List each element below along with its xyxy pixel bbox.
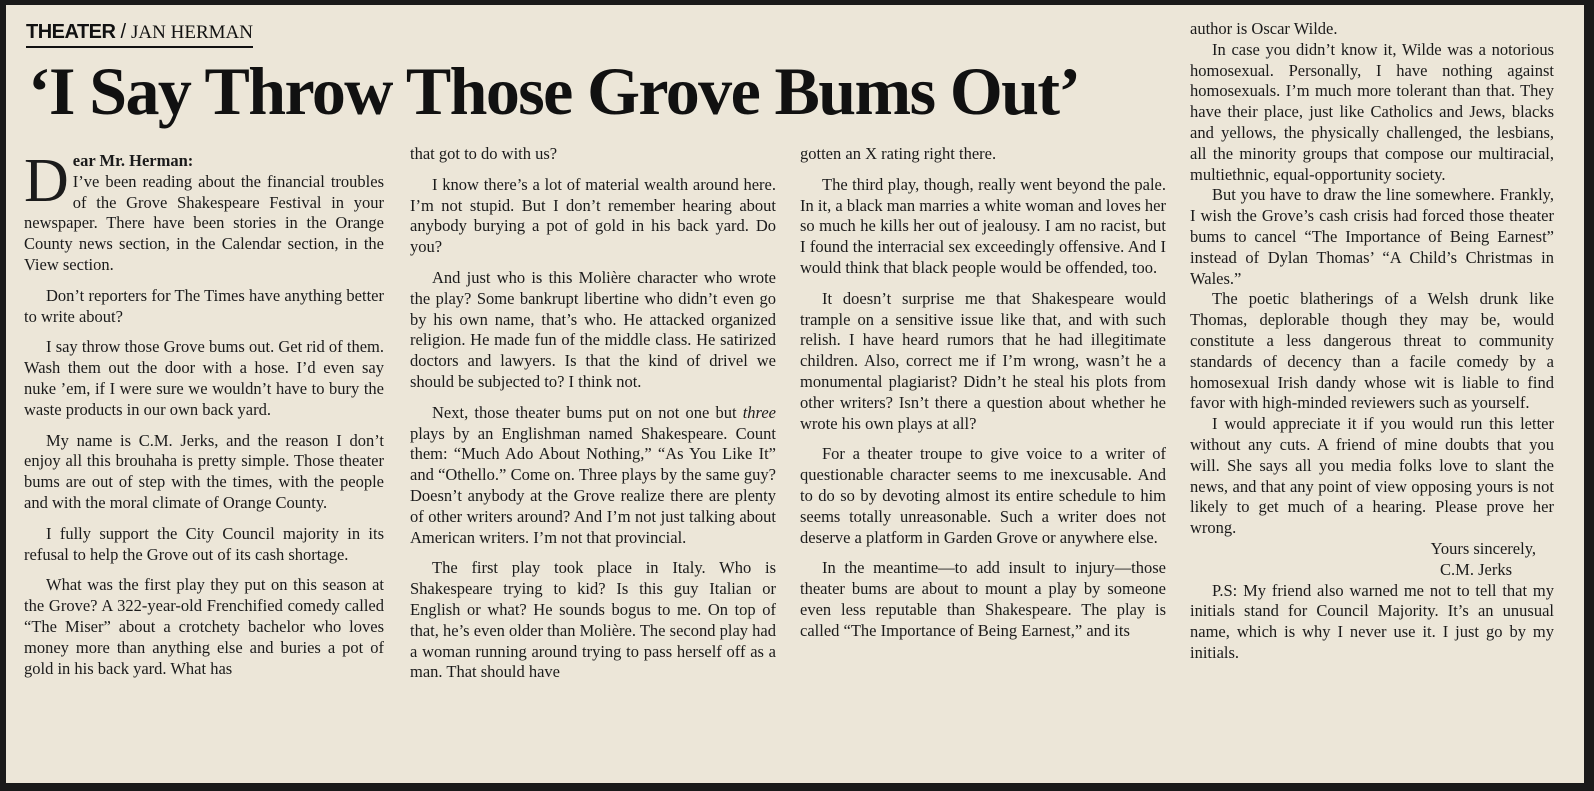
paragraph: And just who is this Molière character who wrote the play? Some bankrupt libertine who didn’t even go by his own name, that’s who. He attacked organized religion. He made fun of the middle class. He satirized doctors and lawyers. Is that the kind of drivel we should be subjected to? I think not.: [410, 267, 776, 391]
paragraph: The first play took place in Italy. Who is Shakespeare trying to kid? Is this guy Italian or English or what? He sounds bogus to me. On top of that, he’s even older than Molière. The second play had a woman running around trying to pass herself off as a man. That should have: [410, 558, 776, 682]
paragraph: It doesn’t surprise me that Shakespeare would trample on a sensitive issue like that, and with such relish. I have heard rumors that he had illegitimate children. Also, correct me if I’m wrong, wasn’t he a monumental plagiarist? Didn’t he steal his plots from other writers? Isn’t there a question about whether he wrote his own plays at all?: [800, 288, 1166, 433]
paragraph: I say throw those Grove bums out. Get rid of them. Wash them out the door with a hose. I’d even say nuke ’em, if I were sure we wouldn’t have to bury the waste products in our own back yard.: [24, 337, 384, 419]
article-column-1: [24, 147, 384, 679]
paragraph: The poetic blatherings of a Welsh drunk like Thomas, deplorable though they may be, would constitute a less dangerous threat to community standards of decency than a facile comedy by a homosexual Irish dandy whose wit is liable to find favor with high-minded reviewers such as yourself.: [1190, 289, 1554, 413]
paragraph: I fully support the City Council majority in its refusal to help the Grove out of its cash shortage.: [24, 523, 384, 564]
newspaper-clipping: [6, 5, 1584, 783]
paragraph-continued: that got to do with us?: [410, 144, 558, 163]
paragraph: My name is C.M. Jerks, and the reason I don’t enjoy all this brouhaha is pretty simple. Those theater bums are out of step with the times, with the people and with the moral climate of Orange County.: [24, 430, 384, 512]
paragraph-text: Next, those theater bums put on not one but: [432, 402, 743, 422]
paragraph-continued: gotten an X rating right there.: [800, 144, 997, 163]
paragraph-text: I’ve been reading about the financial troubles of the Grove Shakespeare Festival in your newspaper. There have been stories in the Orange County news section, in the Calendar section, in the View section.: [24, 171, 384, 274]
paragraph: For a theater troupe to give voice to a writer of questionable character seems to me inexcusable. And to do so by devoting almost its entire schedule to him seems totally unreasonable. Such a writer does not deserve a platform in Garden Grove or anywhere else.: [800, 444, 1166, 547]
section-label: THEATER: [26, 21, 116, 43]
paragraph: What was the first play they put on this season at the Grove? A 322-year-old Frenchified comedy called “The Miser” about a crotchety bachelor who loves money more than anything else and buries a pot of gold in his back yard. What has: [24, 575, 384, 678]
article-column-4: [1190, 19, 1554, 664]
paragraph: In case you didn’t know it, Wilde was a notorious homosexual. Personally, I have nothing against homosexuals. I’m much more tolerant than that. They have their place, just like Catholics and Jews, blacks and yellows, the physically challenged, the lesbians, all the minority groups that compose our multiracial, multiethnic, equal-opportunity society.: [1190, 39, 1554, 184]
drop-cap: D: [24, 147, 69, 215]
paragraph: The third play, though, really went beyond the pale. In it, a black man marries a white woman and loves her so much he kills her out of jealousy. I am no racist, but I found the interracial sex exceedingly offensive. And I would think that black people would be offended, too.: [800, 174, 1166, 277]
byline: JAN HERMAN: [131, 22, 253, 43]
salutation: ear Mr. Herman:: [72, 151, 194, 170]
emphasis-text: three: [742, 402, 776, 422]
paragraph: Don’t reporters for The Times have anything better to write about?: [24, 285, 384, 326]
paragraph: [410, 403, 776, 549]
kicker-separator: /: [120, 21, 127, 43]
article-column-3: [800, 144, 1166, 642]
postscript: P.S: My friend also warned me not to tell that my initials stand for Council Majority. It’s an unusual name, which is why I never use it. I just go by my initials.: [1190, 580, 1554, 662]
closing: Yours sincerely,: [1430, 538, 1536, 558]
paragraph: But you have to draw the line somewhere. Frankly, I wish the Grove’s cash crisis had forced those theater bums to cancel “The Importance of Being Earnest” instead of Dylan Thomas’ “A Child’s Christmas in Wales.”: [1190, 185, 1554, 288]
paragraph: I would appreciate it if you would run this letter without any cuts. A friend of mine doubts that you will. She says all you media folks love to slant the news, and that any point of view opposing yours is not likely to get much of a hearing. Please prove her wrong.: [1190, 414, 1554, 538]
signature: C.M. Jerks: [1440, 559, 1512, 579]
section-kicker: [26, 21, 253, 48]
paragraph-text: plays by an Englishman named Shakespeare. Count them: “Much Ado About Nothing,” “As You Like It” and “Othello.” Come on. Three plays by the same guy? Doesn’t anybody at the Grove realize there are plenty of other writers around? And I’m not just talking about American writers. I’m not that provincial.: [410, 423, 776, 547]
headline: ‘I Say Throw Those Grove Bums Out’: [28, 53, 1080, 129]
article-column-2: [410, 144, 776, 683]
paragraph: I know there’s a lot of material wealth around here. I’m not stupid. But I don’t remember hearing about anybody burying a pot of gold in his back yard. Do you?: [410, 174, 776, 257]
opening-paragraph: [24, 147, 384, 276]
paragraph-continued: author is Oscar Wilde.: [1190, 19, 1338, 38]
paragraph: In the meantime—to add insult to injury—those theater bums are about to mount a play by someone even less reputable than Shakespeare. The play is called “The Importance of Being Earnest,” and its: [800, 558, 1166, 640]
